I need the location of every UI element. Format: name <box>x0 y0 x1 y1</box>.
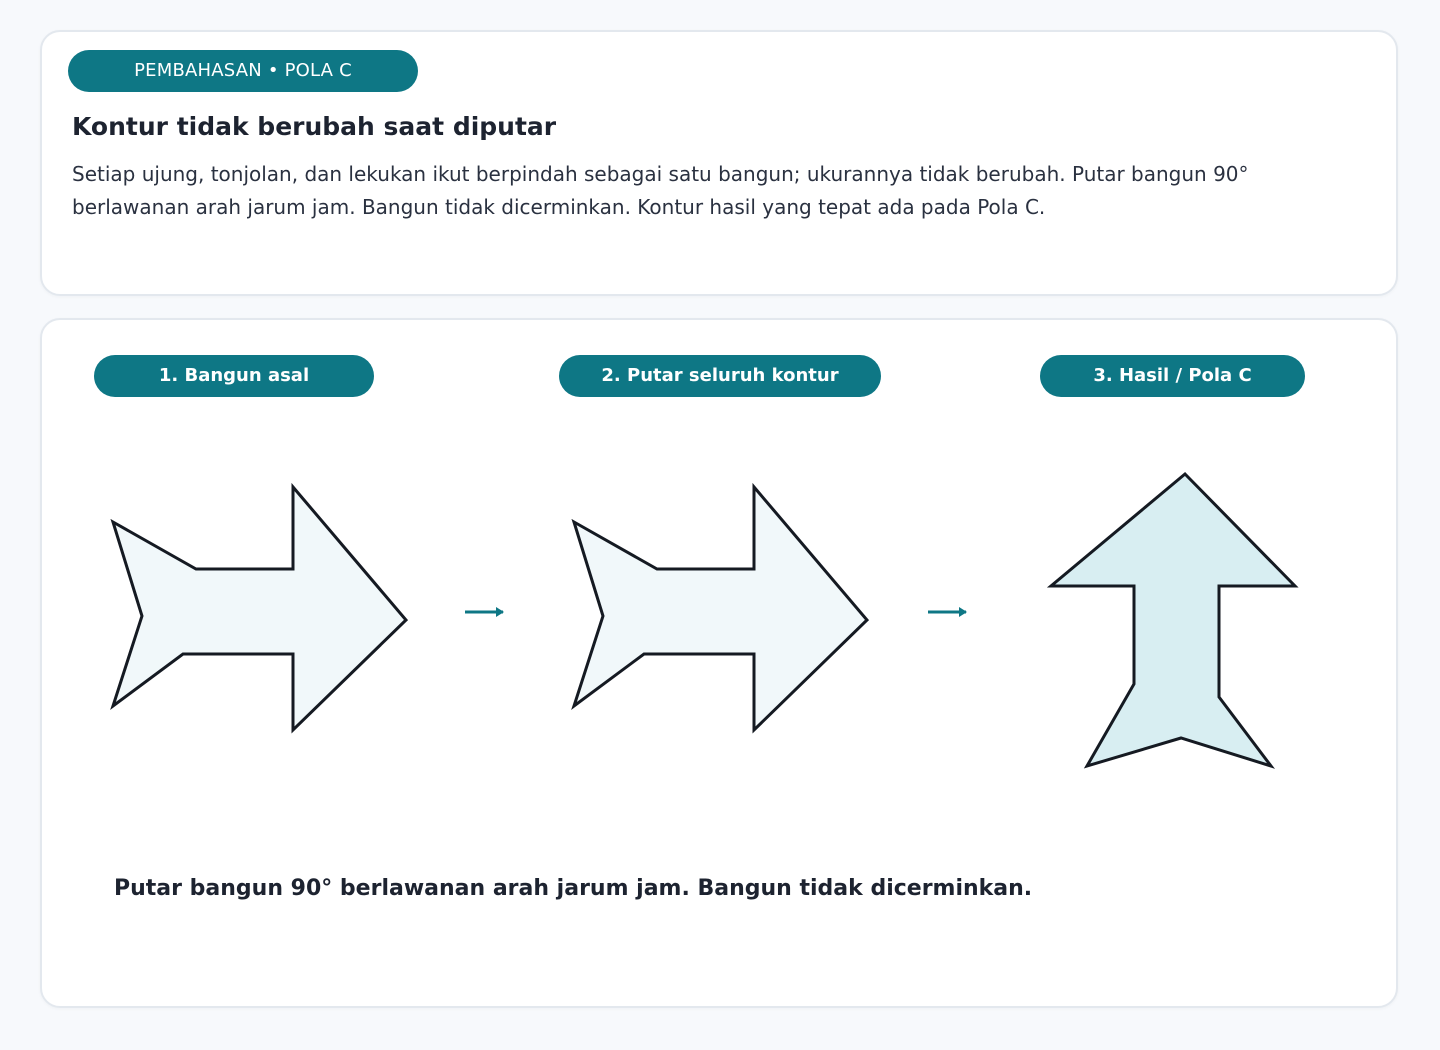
rotating-shape <box>574 487 867 730</box>
step-label-rotate: 2. Putar seluruh kontur <box>559 355 881 397</box>
instruction-text: Putar bangun 90° berlawanan arah jarum jam. Bangun tidak dicerminkan. <box>114 876 1033 901</box>
original-shape <box>113 487 406 730</box>
explanation-card <box>40 30 1398 296</box>
step-label-result: 3. Hasil / Pola C <box>1040 355 1305 397</box>
rotation-diagram-card <box>40 318 1398 1008</box>
explanation-title: Kontur tidak berubah saat diputar <box>72 112 557 141</box>
result-shape <box>1051 474 1295 766</box>
explanation-text: Setiap ujung, tonjolan, dan lekukan ikut berpindah sebagai satu bangun; ukurannya tidak berubah. Putar bangun 90° berlawanan arah jarum jam. Bangun tidak dicerminkan. Kontur hasil yang tepat ada pada Pola C. <box>72 162 1249 219</box>
step-label-original: 1. Bangun asal <box>94 355 374 397</box>
rotation-diagram <box>42 320 1398 1008</box>
section-badge: PEMBAHASAN • POLA C <box>68 50 418 92</box>
